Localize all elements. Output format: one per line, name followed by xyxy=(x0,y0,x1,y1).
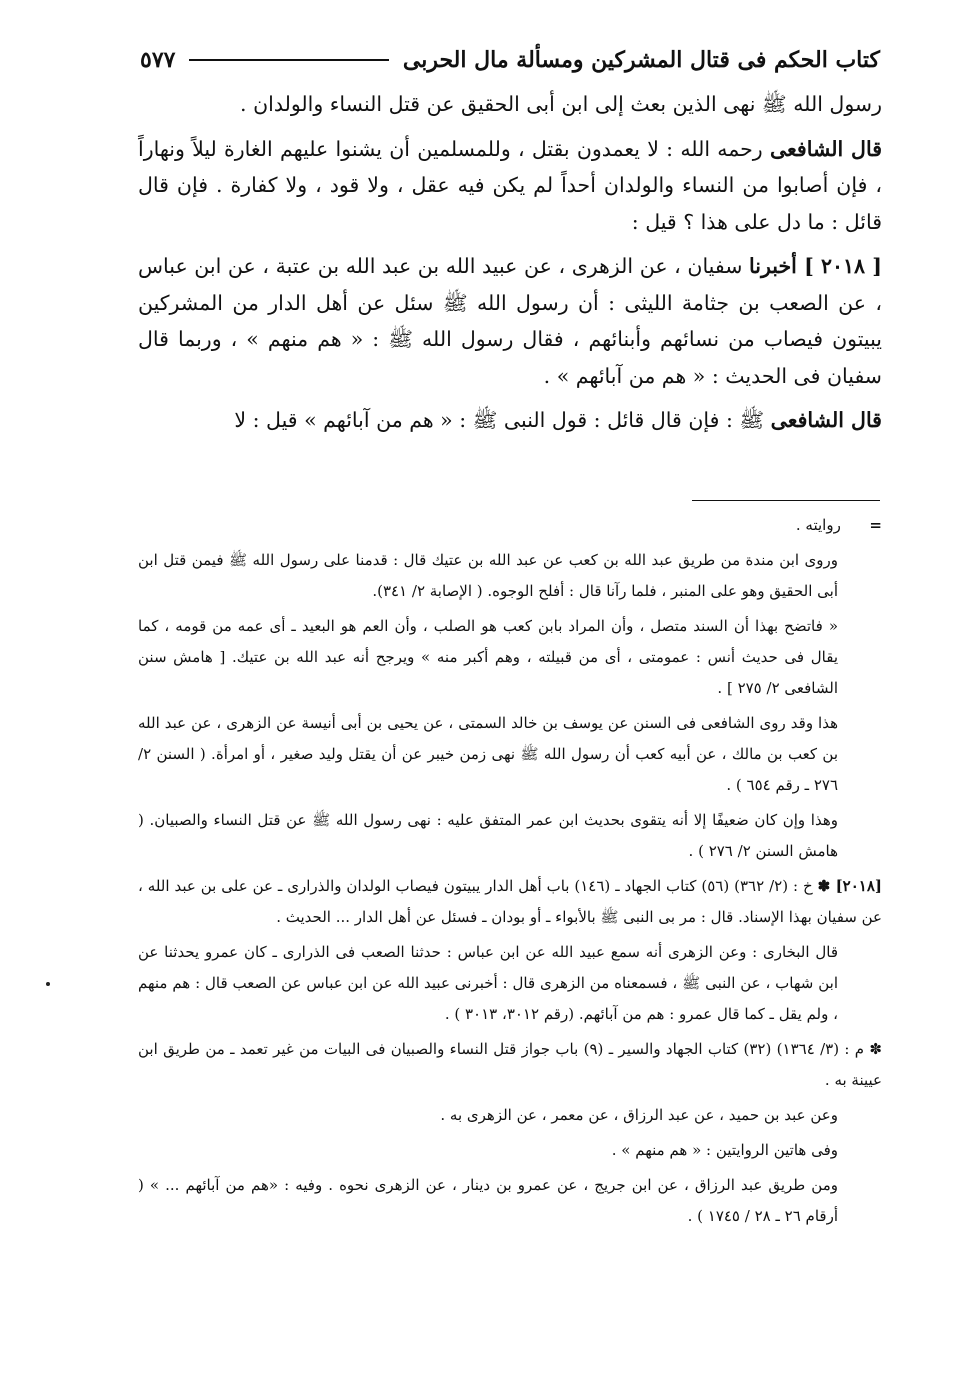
footnote-4: هذا وقد روى الشافعى فى السنن عن يوسف بن خالد السمتى ، عن يحيى بن أبى أنيسة عن الزهرى ، عن عبد الله بن كعب بن مالك ، عن أبيه كعب أن رسول الله ﷺ نهى زمن خيبر عن أن يقتل وليد صغير ، أو امرأة. ( السنن ٢/ ٢٧٦ ـ رقم ٦٥٤ ) . xyxy=(138,714,838,794)
header-rule xyxy=(189,59,388,61)
running-header xyxy=(140,40,880,80)
main-text xyxy=(138,86,882,447)
footnote-6 xyxy=(138,871,882,933)
continuation-marker: = xyxy=(869,516,882,534)
paragraph-4-text: ﷺ : فإن قال قائل : قول النبى ﷺ : « هم من آبائهم » قيل : لا xyxy=(234,408,771,432)
footnote-10: وفى هاتين الروايتين : « هم منهم » . xyxy=(611,1141,838,1159)
paragraph-2 xyxy=(138,131,882,241)
footnote-11: ومن طريق عبد الرزاق ، عن ابن جريج ، عن عمرو بن دينار ، عن الزهرى نحوه . وفيه : «هم من آبائهم ... » ( أرقام ٢٦ ـ ٢٨ / ١٧٤٥ ) . xyxy=(138,1176,838,1225)
paragraph-4-lead: قال الشافعى xyxy=(770,408,882,432)
chapter-title: كتاب الحكم فى قتال المشركين ومسألة مال الحربى xyxy=(402,47,880,73)
page-number: ٥٧٧ xyxy=(140,47,176,73)
footnote-9: وعن عبد بن حميد ، عن عبد الرزاق ، عن معمر ، عن الزهرى به . xyxy=(440,1106,838,1124)
paragraph-4 xyxy=(138,402,882,439)
footnote-5: وهذا وإن كان ضعيفًا إلا أنه يتقوى بحديث ابن عمر المتفق عليه : نهى رسول الله ﷺ عن قتل النساء والصبيان. ( هامش السنن ٢/ ٢٧٦ ) . xyxy=(138,811,838,860)
scan-speck xyxy=(46,982,50,986)
paragraph-1: رسول الله ﷺ نهى الذين بعث إلى ابن أبى الحقيق عن قتل النساء والولدان . xyxy=(240,92,882,116)
footnote-6-tag: [٢٠١٨] ✽ xyxy=(817,877,883,895)
paragraph-3-text: سفيان ، عن الزهرى ، عن عبيد الله بن عبد الله بن عتبة ، عن ابن عباس ، عن الصعب بن جثامة الليثى : أن رسول الله ﷺ سئل عن أهل الدار من المشركين يبيتون فيصاب من نسائهم وأبنائهم ، فقال رسول الله ﷺ : « هم منهم » ، وربما قال سفيان فى الحديث : « هم من آبائهم » . xyxy=(138,254,882,388)
paragraph-3 xyxy=(138,248,882,394)
footnote-2: وروى ابن مندة من طريق عبد الله بن كعب عن عبد الله بن عتيك قال : قدمنا على رسول الله ﷺ فيمن قتل ابن أبى الحقيق وهو على المنبر ، فلما رآنا قال : أفلح الوجوه. ( الإصابة ٢/ ٣٤١). xyxy=(138,551,838,600)
footnote-7: قال البخارى : وعن الزهرى أنه سمع عبيد الله عن ابن عباس : حدثنا الصعب فى الذرارى ـ كان عمرو يحدثنا عن ابن شهاب ، عن النبى ﷺ ، فسمعناه من الزهرى قال : أخبرنى عبيد الله عن ابن عباس عن الصعب قال : هم منهم ، ولم يقل ـ كما قال عمرو : هم من آبائهم. (رقم ٣٠١٢، ٣٠١٣ ) . xyxy=(138,943,838,1023)
footnote-1-text: روايته . xyxy=(795,516,841,534)
paragraph-2-lead: قال الشافعى xyxy=(769,136,882,161)
footnote-8: ✽ م : (٣/ ١٣٦٤) (٣٢) كتاب الجهاد والسير ـ (٩) باب جواز قتل النساء والصبيان فى البيات من غير تعمد ـ من طريق ابن عيينة به . xyxy=(138,1040,882,1089)
footnote-6-text: خ : (٢/ ٣٦٢) (٥٦) كتاب الجهاد ـ (١٤٦) باب أهل الدار يبيتون فيصاب الولدان والذرارى ـ عن على بن عبد الله ، عن سفيان بهذا الإسناد. قال : مر بى النبى ﷺ بالأبواء ـ أو بودان ـ فسئل عن أهل الدار ... الحديث . xyxy=(138,877,882,926)
footnote-1 xyxy=(138,510,882,541)
paragraph-2-text: رحمه الله : لا يعمدون بقتل ، وللمسلمين أن يشنوا عليهم الغارة ليلاً ونهاراً ، فإن أصابوا من النساء والولدان أحداً لم يكن فيه عقل ، ولا قود ، ولا كفارة . فإن قال قائل : ما دل على هذا ؟ قيل : xyxy=(138,136,882,234)
footnote-3: « فاتضح بهذا أن السند متصل ، وأن المراد بابن كعب هو الصلب ، وأن العم هو البعيد ـ أى عمه من قومه ، كما يقال فى حديث أنس : عمومتى ، أى من قبيلته ، وهم أكبر منه » ويرجح أنه عبد الله بن عتيك. [ هامش سنن الشافعى ٢/ ٢٧٥ ] . xyxy=(138,617,838,697)
footnotes xyxy=(138,510,882,1236)
paragraph-3-lead: [ ٢٠١٨ ] أخبرنا xyxy=(749,254,882,278)
footnote-divider xyxy=(692,500,880,501)
